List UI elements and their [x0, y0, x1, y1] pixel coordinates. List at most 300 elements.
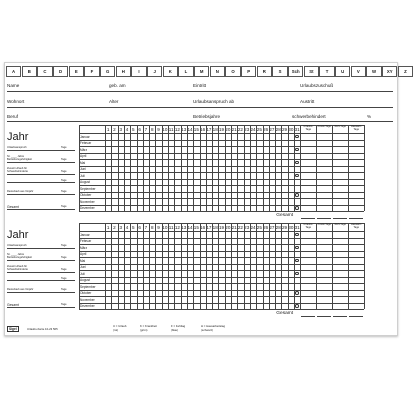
gesamt-label: Gesamt [7, 303, 19, 307]
day-31-marker [295, 304, 299, 308]
day-col-line [155, 223, 156, 309]
day-number: 11 [168, 127, 174, 132]
label-line [7, 248, 75, 249]
legend-hausarbeitstag: H = Hausarbeitstag (schwarz) [201, 324, 226, 332]
month-row-line [79, 244, 364, 245]
day-number: 24 [250, 225, 256, 230]
day-col-line [250, 125, 251, 211]
day-number: 6 [138, 225, 141, 230]
day-number: 14 [187, 127, 193, 132]
month-row-line [79, 251, 364, 252]
month-row-line [79, 257, 364, 258]
day-col-line [269, 125, 270, 211]
day-number: 1 [106, 127, 110, 132]
day-number: 10 [162, 127, 168, 132]
urlaubszuschuss-label: Urlaubszuschuß [300, 83, 334, 88]
month-col-line [105, 125, 106, 211]
month-row-line [79, 166, 364, 167]
tage-label: Tage [61, 268, 67, 271]
day-col-line [231, 125, 232, 211]
month-row-line [79, 153, 364, 154]
day-number: 2 [113, 127, 116, 132]
day-number: 12 [174, 127, 180, 132]
day-col-line [118, 125, 119, 211]
day-number: 23 [244, 127, 250, 132]
day-col-line [206, 223, 207, 309]
month-label: März [80, 245, 88, 250]
alphabet-tab: L [178, 66, 193, 77]
month-label: Februar [80, 141, 92, 145]
day-col-line [269, 223, 270, 309]
resturlaub-label: Resturlaub aus Vorjahr [7, 288, 34, 291]
grid-header-line [79, 133, 364, 134]
day-col-line [181, 125, 182, 211]
total-line [317, 316, 331, 317]
zusatz-label: Zusatz-Urlaub für [7, 265, 28, 268]
alphabet-tab: E [69, 66, 84, 77]
alphabet-index [6, 66, 413, 77]
day-col-line [111, 125, 112, 211]
tage-label: Tage [61, 158, 67, 161]
day-col-line [168, 125, 169, 211]
month-label: Juli [80, 271, 85, 276]
label-line [7, 260, 75, 261]
urlaubsanspruch-ab-label: Urlaubsanspruch ab [193, 99, 235, 104]
brand-logo: Sigel [9, 327, 17, 331]
day-number: 4 [125, 127, 129, 132]
total-line [349, 316, 363, 317]
label-line [7, 194, 75, 195]
tage-label: Tage [61, 146, 67, 149]
month-row-line [79, 159, 364, 160]
resturlaub-label: Resturlaub aus Vorjahr [7, 190, 34, 193]
alphabet-tab: V [351, 66, 366, 77]
month-label: März [80, 147, 88, 152]
day-number: 8 [150, 225, 154, 230]
day-col-line [294, 125, 295, 211]
day-col-line [263, 223, 264, 309]
day-col-line [162, 125, 163, 211]
day-col-line [300, 125, 301, 211]
day-col-line [212, 125, 213, 211]
beruf-line [7, 121, 393, 122]
day-col-line [143, 125, 144, 211]
summary-col-line [348, 125, 349, 211]
tage-label: Tage [61, 170, 67, 173]
alphabet-tab: D [53, 66, 68, 77]
day-number: 5 [132, 127, 135, 132]
month-row-line [79, 238, 364, 239]
month-label: Januar [80, 134, 90, 139]
eintritt-label: Eintritt [193, 83, 207, 88]
day-col-line [212, 223, 213, 309]
month-label: Juni [80, 265, 86, 269]
month-label: November [80, 297, 95, 302]
label-line [7, 174, 75, 175]
day-number: 2 [113, 225, 116, 230]
month-row-line [79, 290, 364, 291]
gesamt-total-label: Gesamt [276, 213, 294, 218]
day-number: 7 [144, 127, 148, 132]
month-row-line [79, 172, 364, 173]
day-col-line [275, 223, 276, 309]
legend-fehltag: F = Fehltag (blau) [171, 324, 186, 332]
day-31-marker [295, 272, 299, 276]
day-number: 17 [206, 225, 212, 230]
day-col-line [281, 125, 282, 211]
month-label: Juli [80, 173, 85, 178]
month-row-line [79, 296, 364, 297]
day-number: 25 [256, 225, 262, 230]
day-number: 19 [218, 225, 225, 230]
month-row-line [79, 270, 364, 271]
month-row-line [79, 211, 364, 212]
day-31-marker [295, 259, 299, 263]
day-col-line [193, 125, 194, 211]
alphabet-tab: Sch [288, 66, 303, 77]
day-number: 6 [138, 127, 141, 132]
tage-label: Tage [61, 277, 67, 280]
month-label: April [80, 252, 87, 256]
day-31-marker [295, 291, 299, 295]
month-label: August [80, 278, 90, 282]
month-col-line [105, 223, 106, 309]
day-number: 20 [225, 225, 231, 230]
month-row-line [79, 303, 364, 304]
alphabet-tab: I [131, 66, 146, 77]
month-label: Februar [80, 239, 92, 243]
urlaubsanspruch-label: Urlaubsanspruch [7, 244, 27, 247]
jahr-label: Jahr [7, 131, 29, 143]
day-col-line [143, 223, 144, 309]
tage-label: Tage [61, 288, 67, 291]
legend-krankheit: K = Krankheit (grün) [140, 324, 157, 332]
month-row-line [79, 309, 364, 310]
alphabet-tab: J [147, 66, 162, 77]
day-number: 28 [275, 225, 281, 230]
month-label: Juni [80, 167, 86, 171]
month-row-line [79, 198, 364, 199]
day-col-line [275, 125, 276, 211]
summary-col-line [348, 223, 349, 309]
month-label: Januar [80, 232, 90, 237]
day-number: 30 [288, 127, 294, 132]
day-col-line [288, 125, 289, 211]
day-number: 3 [119, 225, 123, 230]
day-number: 13 [181, 127, 187, 132]
day-col-line [200, 223, 201, 309]
day-31-marker [295, 206, 299, 210]
summary-header: Urlaubs-Tage [303, 223, 314, 229]
alphabet-tab: Z [398, 66, 413, 77]
label-line [7, 209, 75, 210]
day-number: 29 [281, 127, 288, 132]
tage-label: Tage [61, 179, 67, 182]
alphabet-tab: S [272, 66, 287, 77]
day-col-line [118, 223, 119, 309]
summary-col-line [316, 223, 317, 309]
day-number: 8 [150, 127, 154, 132]
month-row-line [79, 192, 364, 193]
day-number: 13 [181, 225, 187, 230]
day-number: 26 [263, 225, 269, 230]
day-col-line [231, 223, 232, 309]
alphabet-tab: W [366, 66, 381, 77]
grid-left-line [79, 125, 80, 211]
day-col-line [124, 125, 125, 211]
betriebszugehoerigkeit-label: Betriebszugehörigkeit [7, 256, 32, 259]
day-col-line [250, 223, 251, 309]
tage-label: Tage [61, 303, 67, 306]
day-col-line [206, 125, 207, 211]
alphabet-tab: B [22, 66, 37, 77]
summary-header: Reh-Tage [334, 125, 346, 128]
tage-label: Tage [61, 244, 67, 247]
grid-left-line [79, 223, 80, 309]
wohnort-label: Wohnort [7, 99, 25, 104]
gesamt-label: Gesamt [7, 205, 19, 209]
austritt-label: Austritt [300, 99, 315, 104]
day-31-marker [295, 174, 299, 178]
nr-jahre-label: Nr. ____ Jahre [7, 253, 25, 256]
day-col-line [130, 223, 131, 309]
day-31-marker [295, 161, 299, 165]
summary-col-line [364, 125, 365, 211]
summary-col-line [316, 125, 317, 211]
month-row-line [79, 185, 364, 186]
day-number: 11 [168, 225, 174, 230]
name-line [7, 91, 393, 92]
day-number: 16 [200, 225, 206, 230]
day-col-line [181, 223, 182, 309]
total-line [349, 218, 363, 219]
day-number: 27 [269, 225, 275, 230]
label-line [7, 162, 75, 163]
summary-header: Hausarb-Tage [350, 223, 362, 229]
alphabet-tab: R [257, 66, 272, 77]
day-number: 9 [157, 127, 160, 132]
day-col-line [225, 125, 226, 211]
summary-col-line [332, 223, 333, 309]
day-col-line [155, 125, 156, 211]
month-label: Mai [80, 258, 86, 263]
total-line [333, 316, 347, 317]
day-number: 21 [231, 225, 237, 230]
day-col-line [288, 223, 289, 309]
day-col-line [218, 125, 219, 211]
wohnort-line [7, 107, 393, 108]
day-number: 15 [193, 225, 199, 230]
schwerbehinderte-label: Schwerbehinderte [7, 170, 28, 173]
alphabet-tab: XY [382, 66, 397, 77]
alphabet-tab: H [116, 66, 131, 77]
day-number: 12 [174, 225, 180, 230]
day-col-line [244, 125, 245, 211]
alphabet-tab: P [241, 66, 256, 77]
day-col-line [137, 125, 138, 211]
urlaubsanspruch-label: Urlaubsanspruch [7, 146, 27, 149]
geb-am-label: geb. am [109, 83, 126, 88]
label-line [7, 307, 75, 308]
day-col-line [256, 223, 257, 309]
day-number: 31 [294, 225, 300, 230]
month-row-line [79, 283, 364, 284]
day-number: 23 [244, 225, 250, 230]
day-col-line [174, 125, 175, 211]
day-col-line [130, 125, 131, 211]
month-row-line [79, 264, 364, 265]
day-31-marker [295, 148, 299, 152]
summary-header: Krank-Tage [317, 125, 331, 128]
schwerbehinderte-label: Schwerbehinderte [7, 268, 28, 271]
month-label: September [80, 284, 96, 289]
summary-header: Krank-Tage [317, 223, 331, 226]
month-row-line [79, 179, 364, 180]
day-31-marker [295, 246, 299, 250]
legend-urlaub: U = Urlaub (rot) [113, 324, 127, 332]
alter-label: Alter [109, 99, 119, 104]
day-number: 10 [162, 225, 168, 230]
day-number: 16 [200, 127, 206, 132]
day-number: 22 [237, 225, 243, 230]
summary-header: Reh-Tage [334, 223, 346, 226]
summary-col-line [364, 223, 365, 309]
day-col-line [218, 223, 219, 309]
day-col-line [162, 223, 163, 309]
alphabet-tab: T [319, 66, 334, 77]
day-number: 29 [281, 225, 288, 230]
percent-label: % [367, 114, 372, 119]
day-number: 18 [212, 127, 218, 132]
day-number: 24 [250, 127, 256, 132]
day-number: 1 [106, 225, 110, 230]
summary-col-line [332, 125, 333, 211]
day-col-line [111, 223, 112, 309]
day-col-line [237, 223, 238, 309]
label-line [7, 150, 75, 151]
vacation-card [4, 62, 407, 336]
day-number: 9 [157, 225, 160, 230]
tage-label: Tage [61, 190, 67, 193]
day-col-line [225, 223, 226, 309]
day-number: 30 [288, 225, 294, 230]
alphabet-tab: St [304, 66, 319, 77]
month-label: Oktober [80, 193, 92, 197]
alphabet-tab: C [37, 66, 52, 77]
day-col-line [237, 125, 238, 211]
grid-header-line [79, 231, 364, 232]
day-col-line [244, 223, 245, 309]
day-number: 25 [256, 127, 262, 132]
day-col-line [294, 223, 295, 309]
month-row-line [79, 277, 364, 278]
month-label: April [80, 154, 87, 158]
day-number: 19 [218, 127, 225, 132]
total-line [301, 218, 315, 219]
month-label: September [80, 186, 96, 191]
day-number: 15 [193, 127, 199, 132]
day-col-line [281, 223, 282, 309]
day-31-marker [295, 135, 299, 139]
day-number: 7 [144, 225, 148, 230]
alphabet-tab: K [163, 66, 178, 77]
day-col-line [263, 125, 264, 211]
day-31-marker [295, 193, 299, 197]
day-col-line [256, 125, 257, 211]
day-number: 22 [237, 127, 243, 132]
alphabet-tab: N [210, 66, 225, 77]
month-label: Oktober [80, 291, 92, 295]
label-line [7, 292, 75, 293]
alphabet-tab: F [84, 66, 99, 77]
alphabet-tab: O [225, 66, 240, 77]
day-col-line [137, 223, 138, 309]
month-label: August [80, 180, 90, 184]
alphabet-tab: M [194, 66, 209, 77]
summary-header: Urlaubs-Tage [303, 125, 314, 131]
day-number: 21 [231, 127, 237, 132]
betriebsjahre-label: Betriebsjahre [193, 114, 221, 119]
day-col-line [168, 223, 169, 309]
label-line [7, 272, 75, 273]
day-col-line [149, 125, 150, 211]
total-line [333, 218, 347, 219]
betriebszugehoerigkeit-label: Betriebszugehörigkeit [7, 158, 32, 161]
month-row-line [79, 146, 364, 147]
month-row-line [79, 140, 364, 141]
product-number: Urlaubs-Karte 10-23 565 [27, 327, 58, 331]
tage-label: Tage [61, 205, 67, 208]
day-number: 28 [275, 127, 281, 132]
month-label: November [80, 199, 95, 204]
day-col-line [187, 125, 188, 211]
day-number: 31 [294, 127, 300, 132]
total-line [317, 218, 331, 219]
day-col-line [149, 223, 150, 309]
day-number: 4 [125, 225, 129, 230]
alphabet-tab: A [6, 66, 21, 77]
day-col-line [187, 223, 188, 309]
day-number: 27 [269, 127, 275, 132]
nr-jahre-label: Nr. ____ Jahre [7, 155, 25, 158]
tage-label: Tage [61, 256, 67, 259]
beruf-label: Beruf [7, 114, 18, 119]
alphabet-tab: G [100, 66, 115, 77]
month-row-line [79, 205, 364, 206]
jahr-label: Jahr [7, 229, 29, 241]
name-label: Name [7, 83, 20, 88]
day-number: 5 [132, 225, 135, 230]
day-31-marker [295, 233, 299, 237]
alphabet-tab: U [335, 66, 350, 77]
month-label: Dezember [80, 206, 95, 210]
day-col-line [174, 223, 175, 309]
total-line [301, 316, 315, 317]
day-number: 17 [206, 127, 212, 132]
day-number: 14 [187, 225, 193, 230]
day-col-line [193, 223, 194, 309]
day-col-line [300, 223, 301, 309]
month-label: Dezember [80, 304, 95, 308]
day-number: 3 [119, 127, 123, 132]
day-number: 26 [263, 127, 269, 132]
day-col-line [124, 223, 125, 309]
day-col-line [200, 125, 201, 211]
gesamt-total-label: Gesamt [276, 311, 294, 316]
month-label: Mai [80, 160, 86, 165]
day-number: 20 [225, 127, 231, 132]
schwerbehindert-label: schwerbehindert [292, 114, 326, 119]
